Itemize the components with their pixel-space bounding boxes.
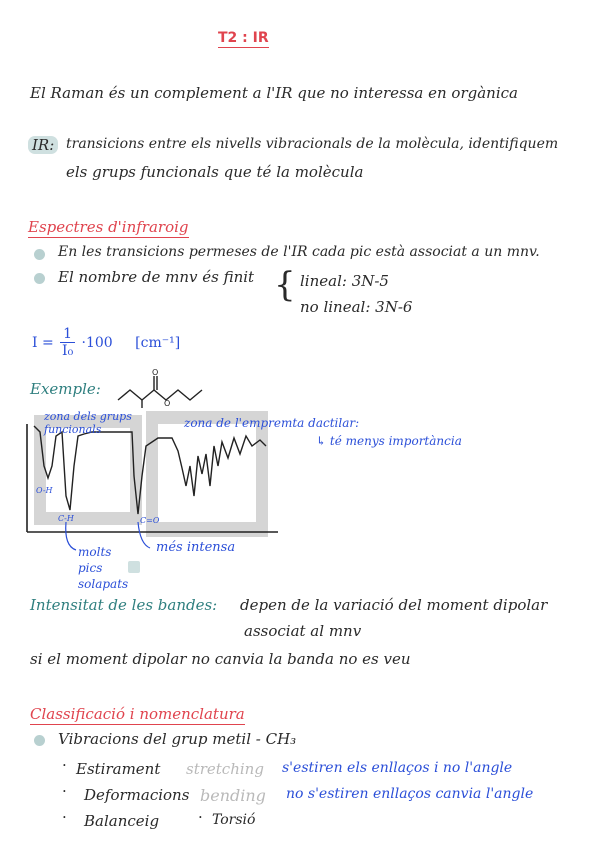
spectra-heading-text: Espectres d'infraroig xyxy=(28,218,189,236)
spectra-heading xyxy=(28,218,189,236)
fingerprint-note xyxy=(316,434,462,448)
vib-stretch xyxy=(64,760,160,778)
ir-line-2: els grups funcionals que té la molècula xyxy=(66,163,364,181)
formula-fraction xyxy=(60,326,75,359)
label-overlap-text: molts pics solapats xyxy=(78,545,129,591)
bullet-dot xyxy=(34,249,45,260)
ir-label-text: IR: xyxy=(28,136,58,154)
zone-groups-text: zona dels grups funcionals xyxy=(44,410,132,436)
ir-line-1: transicions entre els nivells vibracionals de la molècula, identifiquem xyxy=(66,136,559,152)
example-label: Exemple: xyxy=(30,380,101,398)
page-title-text: T2 : IR xyxy=(218,30,269,46)
svg-text:O: O xyxy=(164,399,171,408)
dot-marker: · xyxy=(62,756,67,774)
class-bullet: Vibracions del grup metil - CH₃ xyxy=(58,730,297,748)
svg-text:O: O xyxy=(152,368,159,377)
dot-marker: · xyxy=(62,782,67,800)
intensity-formula xyxy=(32,326,180,359)
highlight-square xyxy=(128,561,140,573)
dot-marker: · xyxy=(198,808,203,826)
vib-stretch-en: stretching xyxy=(186,760,264,778)
intensity-text-2: associat al mnv xyxy=(244,622,362,640)
page-title xyxy=(218,30,269,46)
formula-times: ·100 xyxy=(81,335,113,351)
classification-heading xyxy=(30,705,245,723)
bullet-dot xyxy=(34,735,45,746)
label-overlap xyxy=(78,544,134,592)
zone-fingerprint-label: zona de l'empremta dactilar: xyxy=(184,416,360,430)
spectra-bullet-2: El nombre de mnv és finit xyxy=(58,268,255,286)
zone-groups-label xyxy=(44,410,154,436)
ir-label xyxy=(28,136,58,154)
formula-numerator: 1 xyxy=(60,326,75,343)
label-co: C=O xyxy=(140,516,160,525)
nonlinear-text: no lineal: 3N-6 xyxy=(300,298,413,316)
intensity-heading: Intensitat de les bandes: xyxy=(30,596,218,614)
formula-denominator: I₀ xyxy=(62,343,74,359)
formula-units: [cm⁻¹] xyxy=(135,335,181,351)
vib-deform-en: bending xyxy=(200,786,266,805)
linear-text: lineal: 3N-5 xyxy=(300,272,389,290)
dot-marker: · xyxy=(62,808,67,826)
vib-deform: Deformacions xyxy=(84,786,190,804)
formula-i: I = xyxy=(32,335,54,351)
spectra-bullet-1: En les transicions permeses de l'IR cada pic està associat a un mnv. xyxy=(58,244,540,260)
fingerprint-note-text: té menys importància xyxy=(329,434,462,448)
brace: { xyxy=(274,265,296,305)
vib-deform-desc: no s'estiren enllaços canvia l'angle xyxy=(286,786,534,802)
bullet-dot xyxy=(34,273,45,284)
vib-stretch-desc: s'estiren els enllaços i no l'angle xyxy=(282,760,513,776)
label-intense: més intensa xyxy=(156,540,236,555)
arrow-right-icon: ↳ xyxy=(316,434,330,448)
intro-text: El Raman és un complement a l'IR que no interessa en orgànica xyxy=(30,84,518,102)
classification-heading-text: Classificació i nomenclatura xyxy=(30,705,245,723)
vib-torsion: Torsió xyxy=(212,812,256,828)
label-oh: O-H xyxy=(36,486,53,495)
dipole-text: si el moment dipolar no canvia la banda no es veu xyxy=(30,650,411,668)
label-ch: C-H xyxy=(58,514,74,523)
vib-rock: Balanceig xyxy=(84,812,160,830)
vib-stretch-label: Estirament xyxy=(76,760,161,778)
intensity-text-1: depen de la variació del moment dipolar xyxy=(240,596,548,614)
